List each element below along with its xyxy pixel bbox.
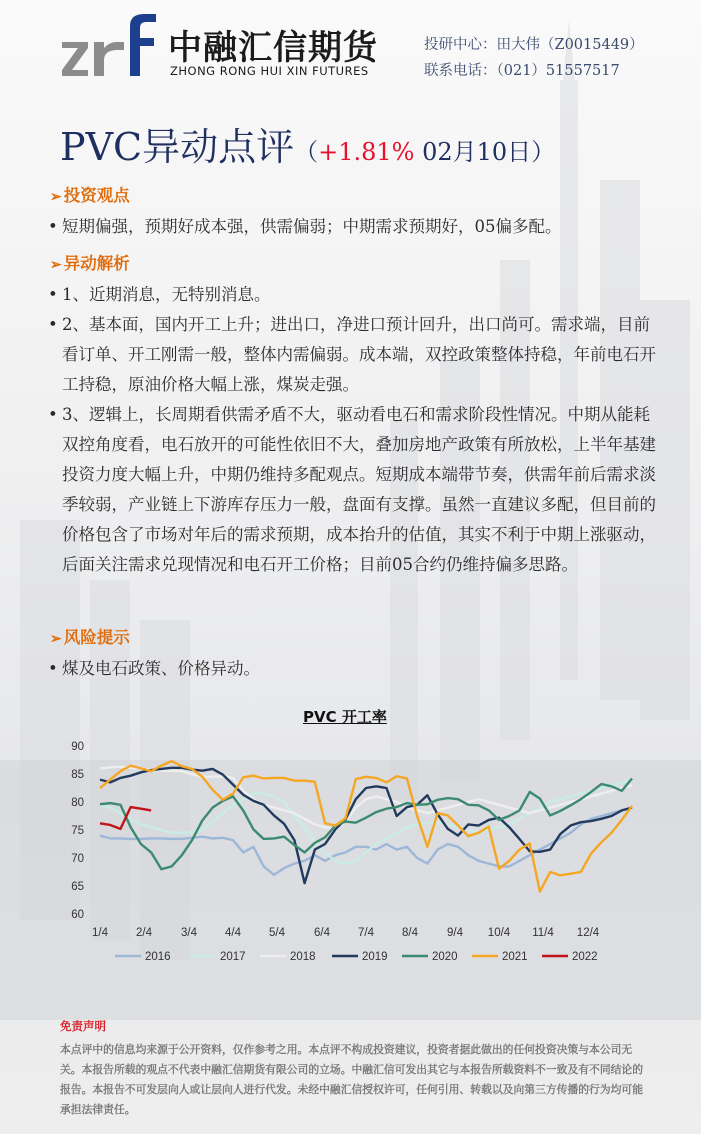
logo-english-name: ZHONG RONG HUI XIN FUTURES [170,64,369,78]
x-tick-label: 7/4 [358,927,374,939]
list-item-text: 1、近期消息，无特别消息。 [62,285,271,304]
x-tick-label: 9/4 [447,927,464,939]
list-item-text: 短期偏强，预期好成本强，供需偏弱；中期需求预期好，05偏多配。 [62,217,562,236]
x-tick-label: 2/4 [135,927,152,939]
x-tick-label: 10/4 [487,927,511,939]
x-tick-label: 5/4 [268,927,285,939]
report-title [60,116,555,171]
section-heading-text: 异动解析 [63,254,130,273]
company-logo [60,12,160,80]
y-tick-label: 65 [71,881,84,893]
disclaimer-title: 免责声明 [60,1019,106,1033]
list-item [48,400,660,580]
price-change: +1.81% [318,138,415,166]
header [0,0,701,95]
arrow-right-icon: ➢ [50,257,62,273]
section-heading-text: 投资观点 [63,186,130,205]
title-date: 02月10日） [414,138,556,166]
list-item [48,280,660,310]
y-tick-label: 90 [71,741,84,753]
bullet-icon: • [48,285,58,304]
legend-label-2018: 2018 [290,951,316,963]
list-item [48,212,660,242]
list-item [48,310,660,400]
y-tick-label: 80 [71,797,84,809]
section-heading-analysis [50,250,130,274]
bullet-icon: • [48,217,58,236]
x-tick-label: 6/4 [314,927,331,939]
x-tick-label: 11/4 [532,927,554,939]
legend-label-2022: 2022 [572,951,598,963]
section-heading-text: 风险提示 [63,628,130,647]
x-tick-label: 3/4 [181,927,198,939]
list-item [48,654,660,684]
arrow-right-icon: ➢ [50,631,62,647]
legend-label-2019: 2019 [362,951,388,963]
list-item-text: 3、逻辑上，长周期看供需矛盾不大，驱动看电石和需求阶段性情况。中期从能耗双控角度看，电石放开的可能性依旧不大，叠加房地产政策有所放松，上半年基建投资力度大幅上升，中期仍维持多配观点。短期成本端带节奏，供需年前后需求淡季较弱，产业链上下游库存压力一般，盘面有支撑。虽然一直建议多配，但目前的价格包含了市场对年后的需求预期，成本抬升的估值，其实不利于中期上涨驱动，后面关注需求兑现情况和电石开工价格；目前05合约仍维持偏多思路。 [62,405,656,574]
pvc-utilization-chart [60,730,650,975]
disclaimer-text: 本点评中的信息均来源于公开资料，仅作参考之用。本点评不构成投资建议，投资者据此做出的任何投资决策与本公司无关。本报告所载的观点不代表中融汇信期货有限公司的立场。中融汇信可发出其它与本报告所载资料不一致及有不同结论的报告。本报告不可发层向人或让层向人进行代发。未经中融汇信授权许可，任何引用、转载以及向第三方传播的行为均可能承担法律责任。 [60,1043,644,1116]
x-tick-label: 8/4 [401,927,418,939]
phone-contact: 联系电话：（021）51557517 [424,63,620,79]
section-heading-risk [50,624,130,648]
y-tick-label: 70 [71,853,84,865]
series-line-2021 [100,761,632,891]
bullet-icon: • [48,659,58,678]
section-heading-investment-view [50,182,130,206]
y-tick-label: 75 [71,825,84,837]
title-paren-open: （ [294,138,319,166]
list-item-text: 煤及电石政策、价格异动。 [62,659,260,678]
bullet-icon: • [48,315,58,334]
series-line-2020 [100,778,632,869]
x-tick-label: 1/4 [92,927,108,939]
x-tick-label: 12/4 [576,927,600,939]
bullet-icon: • [48,405,58,424]
title-main: PVC异动点评 [60,125,295,169]
series-line-2017 [100,780,632,864]
legend-label-2020: 2020 [432,951,458,963]
x-tick-label: 4/4 [225,927,241,939]
list-item-text: 2、基本面，国内开工上升；进出口，净进口预计回升，出口尚可。需求端，目前看订单、开工刚需一般，整体内需偏弱。成本端，双控政策整体持稳，年前电石开工持稳，原油价格大幅上涨，煤炭走强。 [62,315,656,394]
y-tick-label: 85 [71,769,84,781]
legend-label-2017: 2017 [220,951,246,963]
legend-label-2021: 2021 [502,951,528,963]
logo-chinese-name: 中融汇信期货 [168,28,378,68]
researcher-contact: 投研中心：田大伟（Z0015449） [424,37,644,53]
contact-info [424,32,644,84]
chart-title: PVC 开工率 [303,708,387,726]
arrow-right-icon: ➢ [50,189,62,205]
legend-label-2016: 2016 [145,951,171,963]
y-tick-label: 60 [71,909,84,921]
series-line-2019 [100,768,632,883]
